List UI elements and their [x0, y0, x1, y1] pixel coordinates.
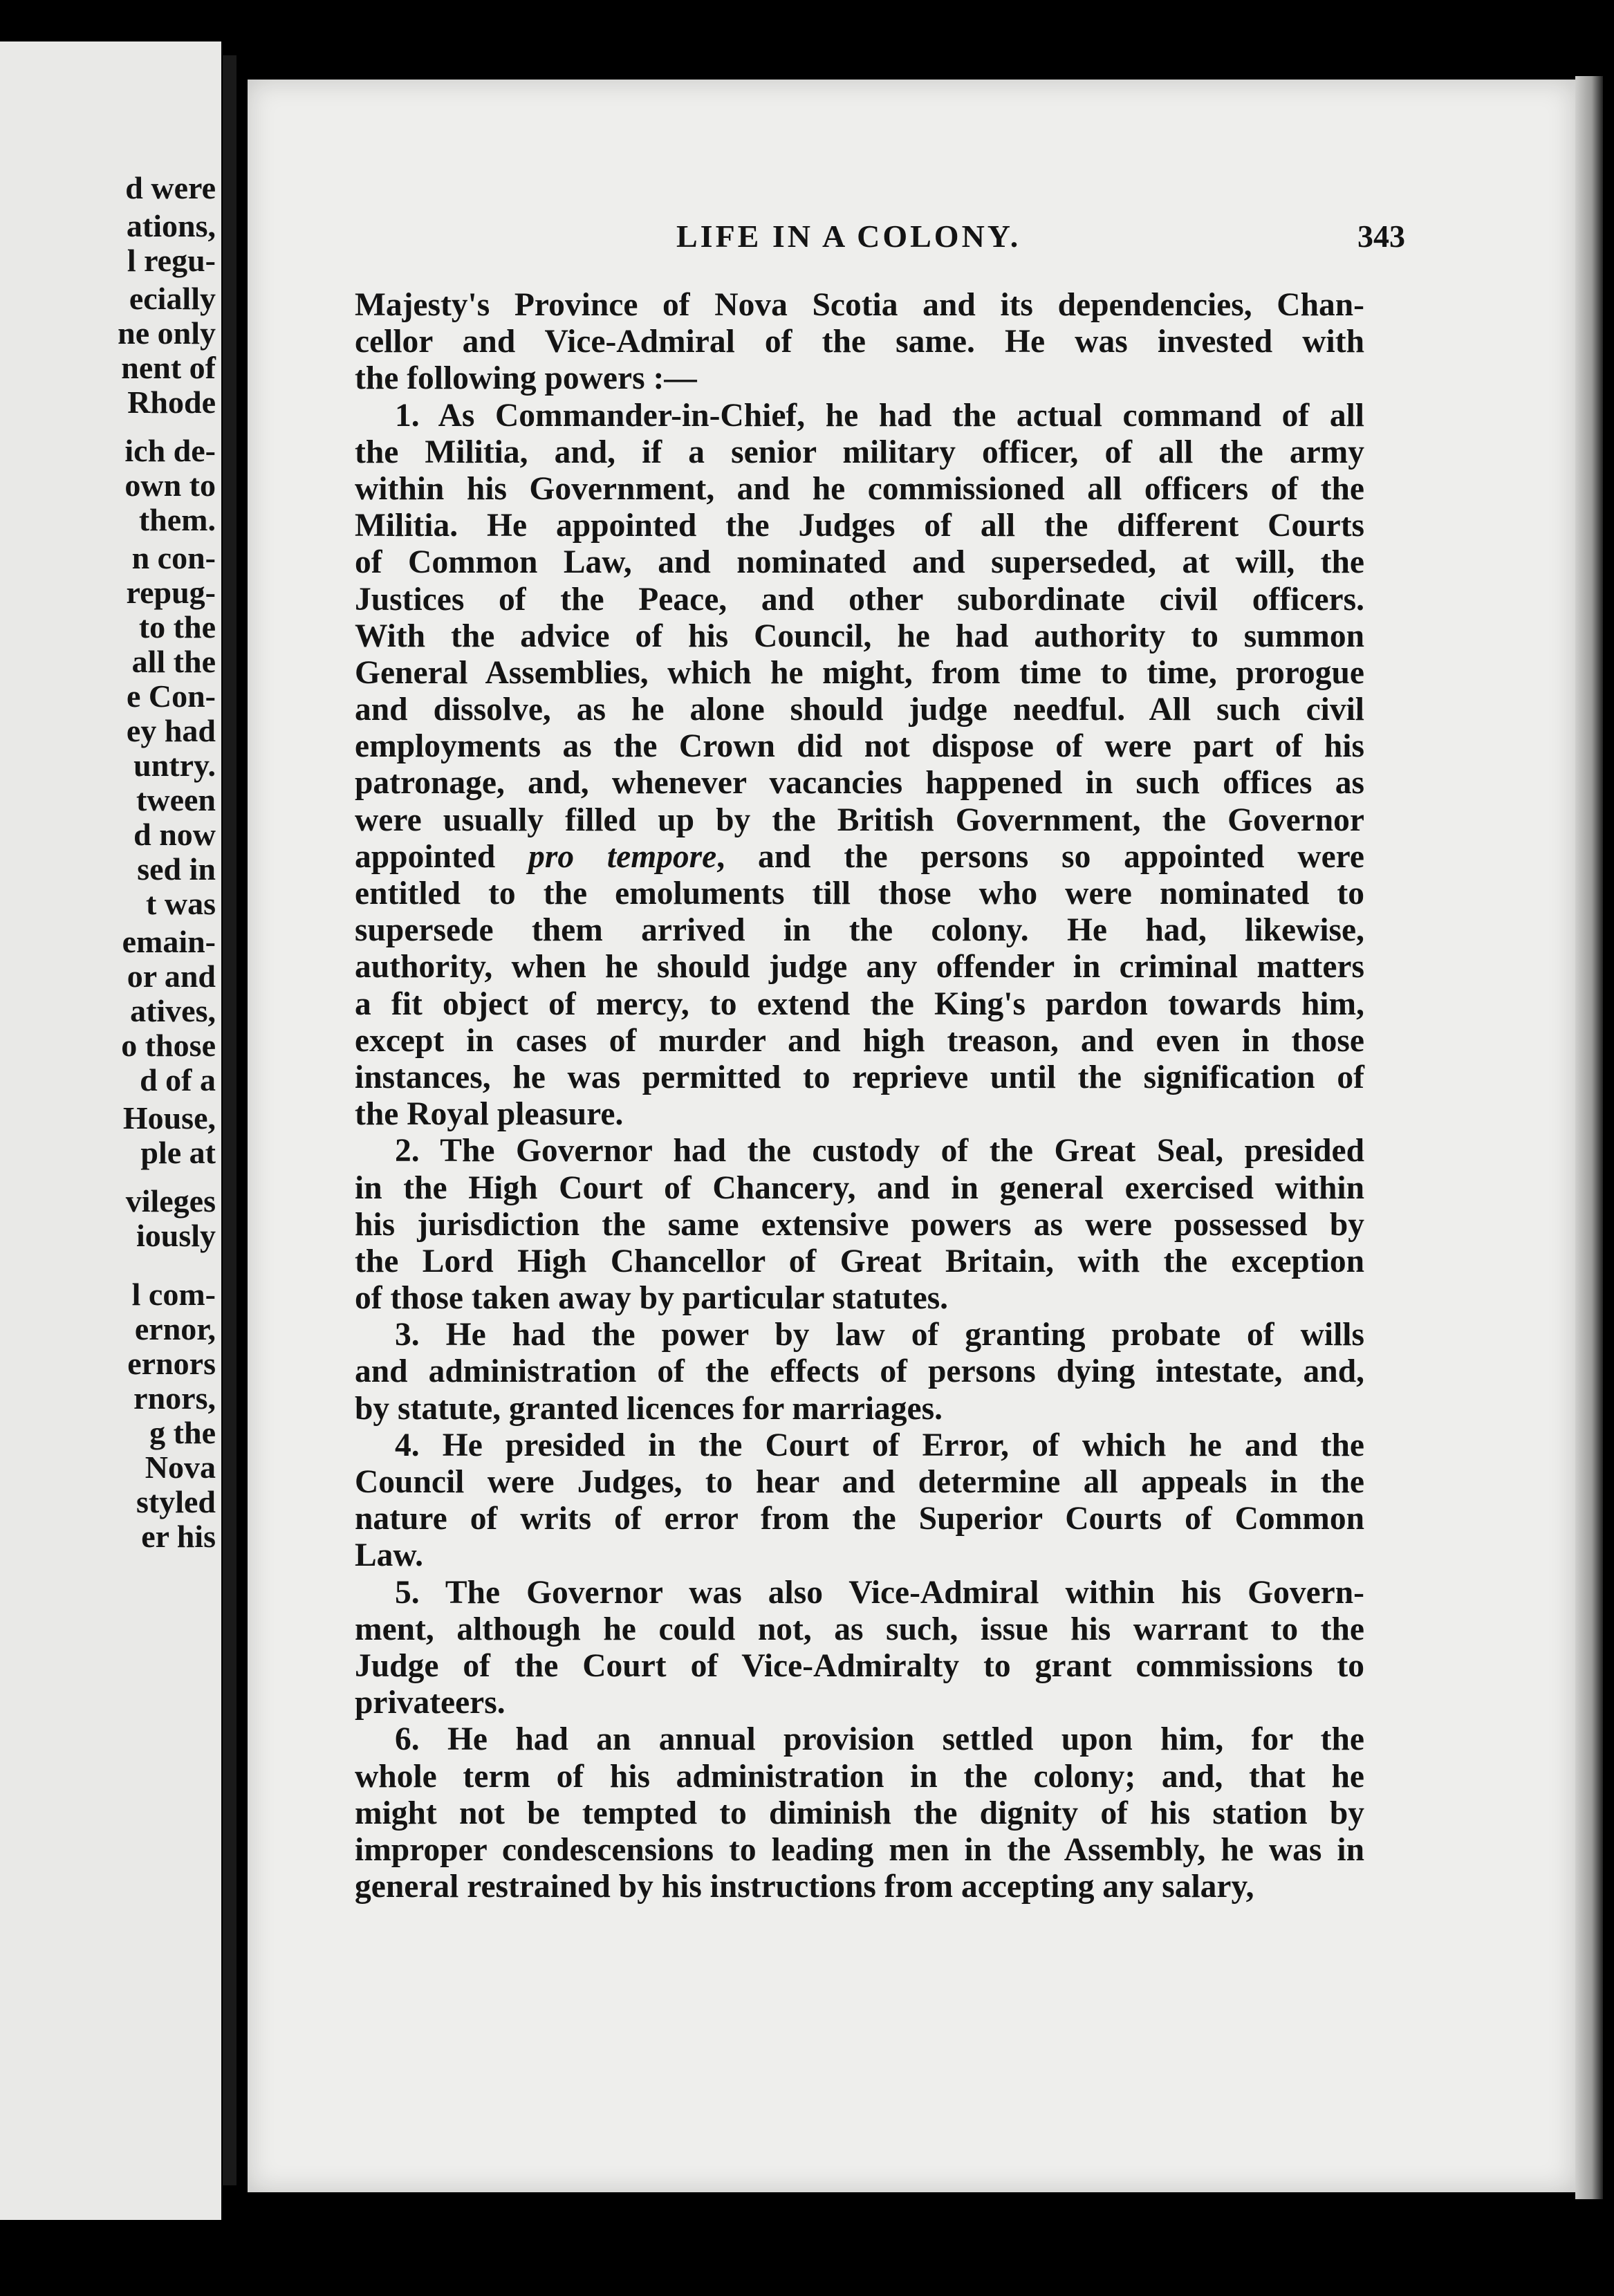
left-page-line: ecially [129, 281, 216, 316]
left-page-line: rnors, [133, 1380, 216, 1416]
left-page-line: g the [149, 1415, 216, 1450]
text-line: the following powers :— [355, 360, 697, 397]
paragraph-p1 [355, 398, 1364, 1133]
left-page-line: ne only [118, 315, 216, 351]
left-page-line: repug- [126, 575, 216, 610]
text-line: might not be tempted to diminish the dignity of his station by [355, 1795, 1364, 1831]
text-line: within his Government, and he commissioned all officers of the [355, 470, 1364, 507]
text-line: 5. The Governor was also Vice-Admiral within his Govern- [395, 1574, 1364, 1611]
left-page-line: them. [138, 502, 216, 537]
text-line: Council were Judges, to hear and determine all appeals in the [355, 1464, 1364, 1500]
text-line: Justices of the Peace, and other subordinate civil officers. [355, 581, 1364, 618]
text-line: his jurisdiction the same extensive powers as were possessed by [355, 1206, 1364, 1243]
text-line: privateers. [355, 1685, 505, 1721]
left-page-line: styled [136, 1484, 216, 1519]
text-line: Militia. He appointed the Judges of all the different Courts [355, 508, 1364, 544]
text-line: 1. As Commander-in-Chief, he had the actual command of all [395, 397, 1364, 434]
left-page-line: untry. [133, 748, 216, 783]
text-line: supersede them arrived in the colony. He had, likewise, [355, 912, 1364, 949]
left-page-line: iously [136, 1218, 216, 1253]
text-line: instances, he was permitted to reprieve until the signification of [355, 1059, 1364, 1095]
text-line: in the High Court of Chancery, and in general exercised within [355, 1169, 1364, 1206]
left-page-line: House, [122, 1100, 216, 1136]
text-line: cellor and Vice-Admiral of the same. He was invested with [355, 324, 1364, 360]
text-line: ment, although he could not, as such, issue his warrant to the [355, 1611, 1364, 1647]
text-line: 3. He had the power by law of granting probate of wills [395, 1317, 1364, 1353]
paragraph-p3 [355, 1317, 1364, 1427]
left-page-line: n con- [131, 540, 216, 575]
left-page-line: tween [136, 782, 216, 817]
running-head: LIFE IN A COLONY. [676, 219, 1021, 254]
text-line: whole term of his administration in the colony; and, that he [355, 1758, 1364, 1795]
left-page-line: e Con- [126, 678, 216, 714]
paragraph-p6 [355, 1721, 1364, 1905]
text-line: entitled to the emoluments till those who were nominated to [355, 876, 1364, 911]
page-edge [1575, 76, 1603, 2199]
left-page-line: d now [133, 817, 216, 852]
left-page-line: Rhode [127, 385, 216, 420]
left-page-line: to the [138, 609, 216, 645]
main-page [248, 80, 1575, 2192]
text-line: of those taken away by particular statutes. [355, 1280, 949, 1317]
text-line: patronage, and, whenever vacancies happened in such offices as [355, 765, 1364, 802]
left-page-line: l regu- [127, 243, 216, 278]
left-facing-page [0, 41, 221, 2220]
left-page-line: o those [121, 1028, 216, 1063]
text-line: Majesty's Province of Nova Scotia and its dependencies, Chan- [355, 287, 1364, 323]
page-header [248, 218, 1575, 266]
text-line: Judge of the Court of Vice-Admiralty to grant commissions to [355, 1647, 1364, 1684]
paragraph-p4 [355, 1427, 1364, 1575]
text-line: the Lord High Chancellor of Great Britain, with the exception [355, 1243, 1364, 1279]
text-line: except in cases of murder and high treason, and even in those [355, 1022, 1364, 1059]
left-page-line: d were [125, 170, 216, 205]
left-page-line: ernors [127, 1346, 216, 1381]
text-line: General Assemblies, which he might, from time to time, prorogue [355, 654, 1364, 691]
left-page-line: own to [124, 467, 216, 503]
text-line: appointed pro tempore, and the persons so appointed were [355, 838, 1364, 875]
book-gutter [223, 55, 236, 2185]
text-line: and administration of the effects of persons dying intestate, and, [355, 1353, 1364, 1390]
text-line: a fit object of mercy, to extend the King's pardon towards him, [355, 985, 1364, 1022]
left-page-line: all the [131, 644, 216, 679]
paragraph-p2 [355, 1133, 1364, 1317]
text-line: the Militia, and, if a senior military officer, of all the army [355, 434, 1364, 470]
left-page-line: ations, [126, 208, 216, 243]
left-page-line: d of a [140, 1062, 216, 1098]
left-page-line: Nova [145, 1450, 216, 1485]
text-line: and dissolve, as he alone should judge needful. All such civil [355, 692, 1364, 728]
text-line: 2. The Governor had the custody of the Great Seal, presided [395, 1133, 1364, 1169]
text-line: employments as the Crown did not dispose of were part of his [355, 728, 1364, 765]
text-line: were usually filled up by the British Government, the Governor [355, 802, 1364, 838]
text-line: general restrained by his instructions from accepting any salary, [355, 1869, 1254, 1905]
left-page-line: ich de- [124, 433, 216, 468]
left-page-line: ernor, [134, 1311, 216, 1346]
text-line: the Royal pleasure. [355, 1096, 624, 1133]
text-line: improper condescensions to leading men in the Assembly, he was in [355, 1831, 1364, 1868]
left-page-line: sed in [137, 851, 216, 887]
left-page-line: er his [141, 1519, 216, 1554]
text-line: by statute, granted licences for marriages. [355, 1390, 943, 1427]
text-line: Law. [355, 1537, 423, 1574]
page-number: 343 [1357, 219, 1405, 254]
left-page-line: vileges [125, 1183, 216, 1219]
text-line: 6. He had an annual provision settled upon him, for the [395, 1721, 1364, 1758]
text-line: With the advice of his Council, he had authority to summon [355, 618, 1364, 654]
text-line: 4. He presided in the Court of Error, of which he and the [395, 1427, 1364, 1463]
left-page-line: or and [127, 959, 216, 994]
text-line: of Common Law, and nominated and superseded, at will, the [355, 544, 1364, 581]
left-page-line: l com- [131, 1277, 216, 1312]
left-page-line: ple at [140, 1135, 216, 1170]
paragraph-p5 [355, 1575, 1364, 1722]
left-page-line: nent of [121, 350, 216, 385]
paragraph-intro [355, 287, 1364, 398]
left-page-line: atives, [130, 993, 216, 1028]
left-page-line: ey had [126, 713, 216, 748]
body-text [355, 287, 1364, 1905]
text-line: nature of writs of error from the Superior Courts of Common [355, 1501, 1364, 1537]
left-page-line: t was [146, 886, 216, 921]
left-page-line: emain- [122, 924, 216, 959]
text-line: authority, when he should judge any offender in criminal matters [355, 949, 1364, 985]
